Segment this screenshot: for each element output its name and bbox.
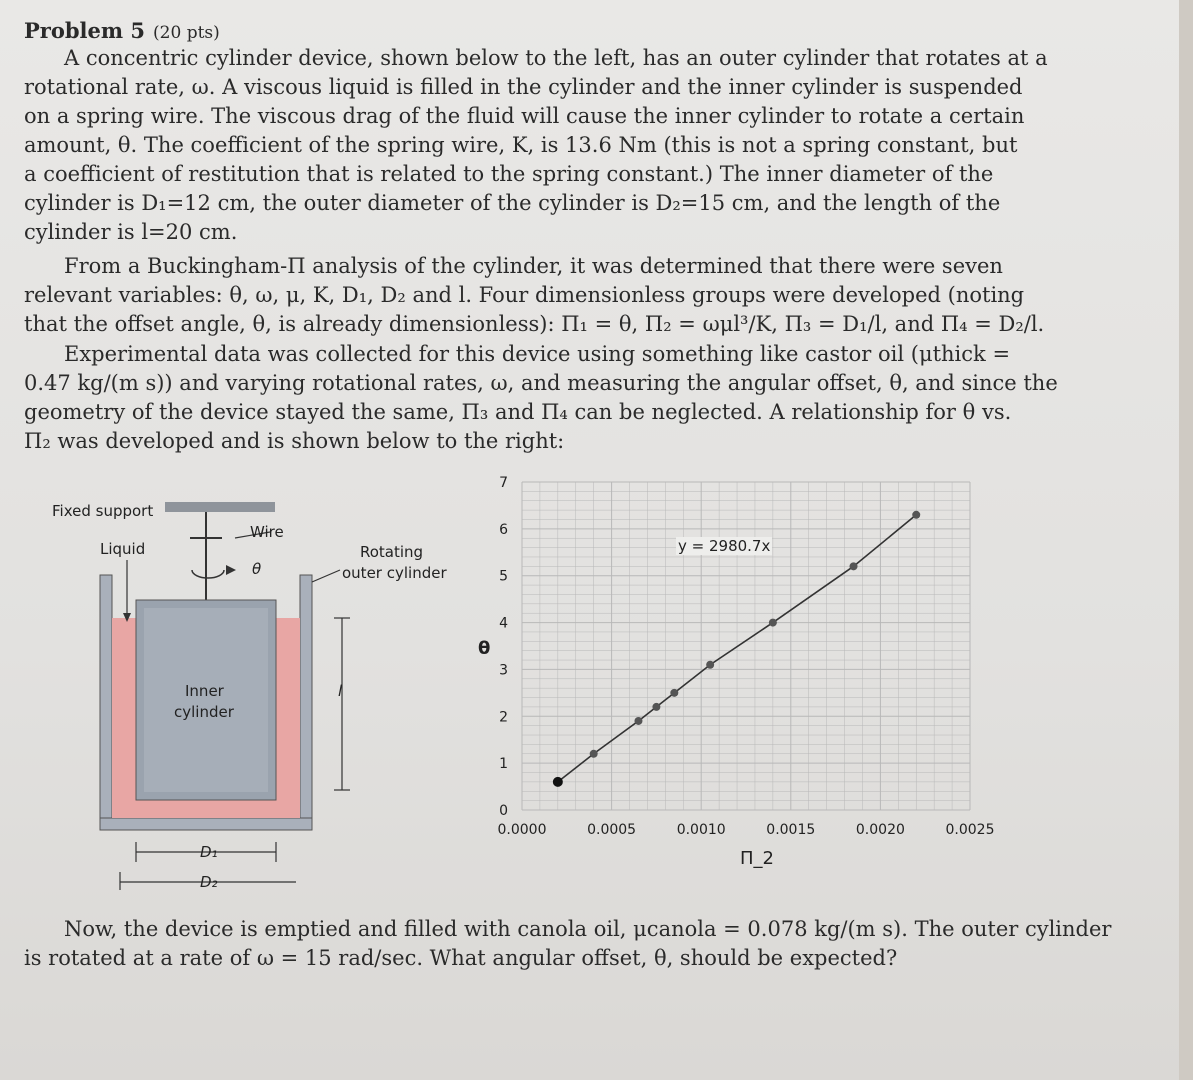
data-point — [912, 511, 920, 519]
data-point — [769, 619, 777, 627]
rotation-arrow — [192, 570, 224, 578]
question-line: Now, the device is emptied and filled with canola oil, μcanola = 0.078 kg/(m s). The outer cylinder — [64, 917, 1112, 941]
paragraph-2 — [24, 252, 1044, 339]
y-tick-label: 5 — [499, 568, 508, 585]
length-label: l — [338, 682, 343, 700]
paragraph-2-line: that the offset angle, θ, is already dimensionless): Π₁ = θ, Π₂ = ωμl³/K, Π₃ = D₁/l, and Π₄ = D₂/l. — [24, 312, 1045, 336]
x-axis-label: Π_2 — [740, 848, 774, 869]
outer-cylinder-label: outer cylinder — [342, 564, 447, 582]
x-tick-label: 0.0000 — [497, 822, 547, 838]
paragraph-3-line: Π₂ was developed and is shown below to the right: — [24, 429, 565, 453]
paragraph-1-line: a coefficient of restitution that is related to the spring constant.) The inner diameter of the — [24, 162, 994, 186]
fixed-support-bar — [165, 502, 275, 512]
cylinder-label: cylinder — [174, 703, 234, 721]
theta-vs-pi2-chart — [470, 460, 1030, 880]
paragraph-1-line: on a spring wire. The viscous drag of the fluid will cause the inner cylinder to rotate a certain — [24, 104, 1025, 128]
rotating-pointer — [312, 570, 340, 582]
question-text — [24, 915, 1111, 973]
background-edge — [1179, 0, 1193, 1080]
inner-cylinder-face — [144, 608, 268, 792]
data-point — [553, 777, 563, 787]
paragraph-1-line: amount, θ. The coefficient of the spring wire, K, is 13.6 Nm (this is not a spring constant, but — [24, 133, 1018, 157]
x-tick-label: 0.0020 — [855, 822, 905, 838]
paragraph-1-line: rotational rate, ω. A viscous liquid is filled in the cylinder and the inner cylinder is suspended — [24, 75, 1023, 99]
paragraph-2-line: relevant variables: θ, ω, μ, K, D₁, D₂ and l. Four dimensionless groups were developed (noting — [24, 283, 1025, 307]
d1-label: D₁ — [200, 843, 218, 861]
y-tick-label: 2 — [499, 709, 508, 726]
paragraph-1-line: A concentric cylinder device, shown below to the left, has an outer cylinder that rotates at a — [64, 46, 1048, 70]
paragraph-1-line: cylinder is D₁=12 cm, the outer diameter of the cylinder is D₂=15 cm, and the length of the — [24, 191, 1001, 215]
data-point — [590, 750, 598, 758]
problem-title: Problem 5 — [24, 18, 146, 43]
x-tick-label: 0.0005 — [587, 822, 637, 838]
y-tick-label: 1 — [499, 756, 508, 773]
liquid-label: Liquid — [100, 540, 146, 558]
chart-grid — [522, 482, 970, 810]
rotating-label: Rotating — [360, 543, 424, 561]
x-tick-label: 0.0010 — [676, 822, 726, 838]
outer-right-wall — [300, 575, 312, 830]
paragraph-3-line: geometry of the device stayed the same, Π₃ and Π₄ can be neglected. A relationship for θ vs. — [24, 400, 1012, 424]
y-tick-label: 0 — [499, 803, 508, 819]
x-tick-label: 0.0015 — [766, 822, 816, 838]
inner-label: Inner — [185, 682, 224, 700]
paragraph-1 — [24, 44, 1048, 247]
paragraph-3-line: 0.47 kg/(m s)) and varying rotational rates, ω, and measuring the angular offset, θ, and since the — [24, 371, 1058, 395]
theta-label: θ — [252, 560, 262, 578]
paragraph-1-line: cylinder is l=20 cm. — [24, 220, 238, 244]
data-point — [706, 661, 714, 669]
chart-marks — [498, 475, 995, 838]
paragraph-3 — [24, 340, 1058, 456]
paragraph-3-line: Experimental data was collected for this device using something like castor oil (μthick = — [64, 342, 1011, 366]
outer-left-wall — [100, 575, 112, 830]
y-axis-label: θ — [478, 638, 491, 659]
paragraph-2-line: From a Buckingham-Π analysis of the cylinder, it was determined that there were seven — [64, 254, 1003, 278]
y-tick-label: 4 — [499, 615, 508, 632]
data-point — [670, 689, 678, 697]
data-point — [634, 717, 642, 725]
problem-points: (20 pts) — [153, 23, 220, 43]
x-tick-label: 0.0025 — [945, 822, 995, 838]
wire-label: Wire — [250, 523, 284, 541]
rotation-arrow-head — [226, 565, 236, 575]
d2-label: D₂ — [200, 873, 218, 891]
y-tick-label: 6 — [499, 521, 508, 538]
data-point — [652, 703, 660, 711]
outer-bottom-wall — [100, 818, 312, 830]
y-tick-label: 3 — [499, 662, 508, 679]
y-tick-label: 7 — [499, 475, 508, 491]
fixed-support-label: Fixed support — [52, 502, 154, 520]
question-line: is rotated at a rate of ω = 15 rad/sec. What angular offset, θ, should be expected? — [24, 946, 898, 970]
data-point — [850, 562, 858, 570]
trendline-equation: y = 2980.7x — [678, 537, 771, 555]
